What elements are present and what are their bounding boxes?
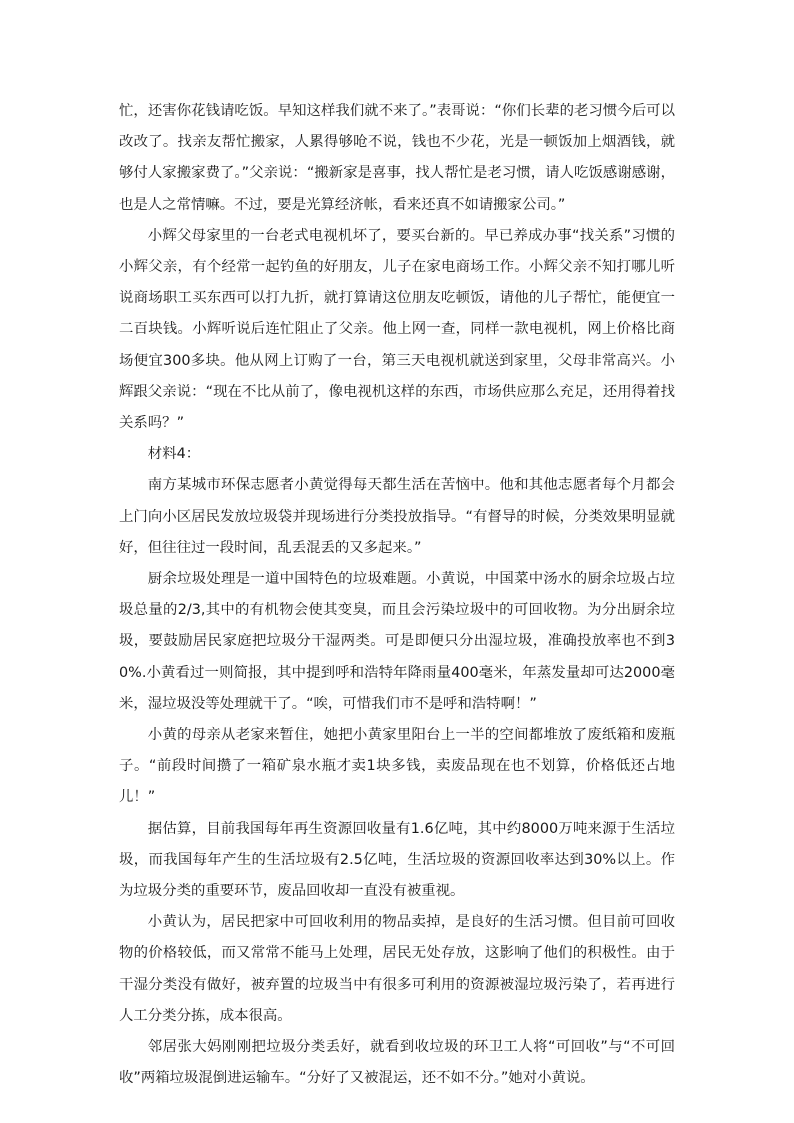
paragraph-mother-recycling: 小黄的母亲从老家来暂住，她把小黄家里阳台上一半的空间都堆放了废纸箱和废瓶子。“前段时间攒了一箱矿泉水瓶才卖1块多钱，卖废品现在也不划算，价格低还占地儿！” — [119, 727, 675, 806]
paragraph-neighbor-zhang: 邻居张大妈刚刚把垃圾分类丢好，就看到收垃圾的环卫工人将“可回收”与“不可回收”两箱垃圾混倒进运输车。“分好了又被混运，还不如不分。”她对小黄说。 — [119, 1039, 675, 1087]
paragraph-volunteer-xiaohuang: 南方某城市环保志愿者小黄觉得每天都生活在苦恼中。他和其他志愿者每个月都会上门向小区居民发放垃圾袋并现场进行分类投放指导。“有督导的时候，分类效果明显就好，但往往过一段时间，乱丢混丢的又多起来。” — [119, 477, 675, 556]
paragraph-kitchen-waste: 厨余垃圾处理是一道中国特色的垃圾难题。小黄说，中国菜中汤水的厨余垃圾占垃圾总量的2/3,其中的有机物会使其变臭，而且会污染垃圾中的可回收物。为分出厨余垃圾，要鼓励居民家庭把垃圾分干湿两类。可是即便只分出湿垃圾，准确投放率也不到30%.小黄看过一则简报，其中提到呼和浩特年降雨量400毫米，年蒸发量却可达2000毫米，湿垃圾没等处理就干了。“唉，可惜我们市不是呼和浩特啊！” — [119, 571, 675, 712]
paragraph-xiaohuang-opinion: 小黄认为，居民把家中可回收利用的物品卖掉，是良好的生活习惯。但目前可回收物的价格较低，而又常常不能马上处理，居民无处存放，这影响了他们的积极性。由于干湿分类没有做好，被弃置的垃圾当中有很多可利用的资源被湿垃圾污染了，若再进行人工分类分拣，成本很高。 — [119, 914, 675, 1024]
paragraph-xiaohui-tv: 小辉父母家里的一台老式电视机坏了，要买台新的。早已养成办事“找关系”习惯的小辉父亲，有个经常一起钓鱼的好朋友，儿子在家电商场工作。小辉父亲不知打哪儿听说商场职工买东西可以打九折，就打算请这位朋友吃顿饭，请他的儿子帮忙，能便宜一二百块钱。小辉听说后连忙阻止了父亲。他上网一查，同样一款电视机，网上价格比商场便宜300多块。他从网上订购了一台，第三天电视机就送到家里，父母非常高兴。小辉跟父亲说：“现在不比从前了，像电视机这样的东西，市场供应那么充足，还用得着找关系吗？” — [119, 227, 675, 432]
document-body — [119, 96, 675, 1095]
paragraph-recycling-statistics: 据估算，目前我国每年再生资源回收量有1.6亿吨，其中约8000万吨来源于生活垃圾，而我国每年产生的生活垃圾有2.5亿吨，生活垃圾的资源回收率达到30%以上。作为垃圾分类的重要环节，废品回收却一直没有被重视。 — [119, 820, 675, 900]
paragraph-continuation: 忙，还害你花钱请吃饭。早知这样我们就不来了。”表哥说：“你们长辈的老习惯今后可以改改了。找亲友帮忙搬家，人累得够呛不说，钱也不少花，光是一顿饭加上烟酒钱，就够付人家搬家费了。”父亲说：“搬新家是喜事，找人帮忙是老习惯，请人吃饭感谢感谢，也是人之常情嘛。不过，要是光算经济帐，看来还真不如请搬家公司。” — [119, 103, 675, 213]
material-4-heading: 材料4： — [147, 446, 201, 463]
